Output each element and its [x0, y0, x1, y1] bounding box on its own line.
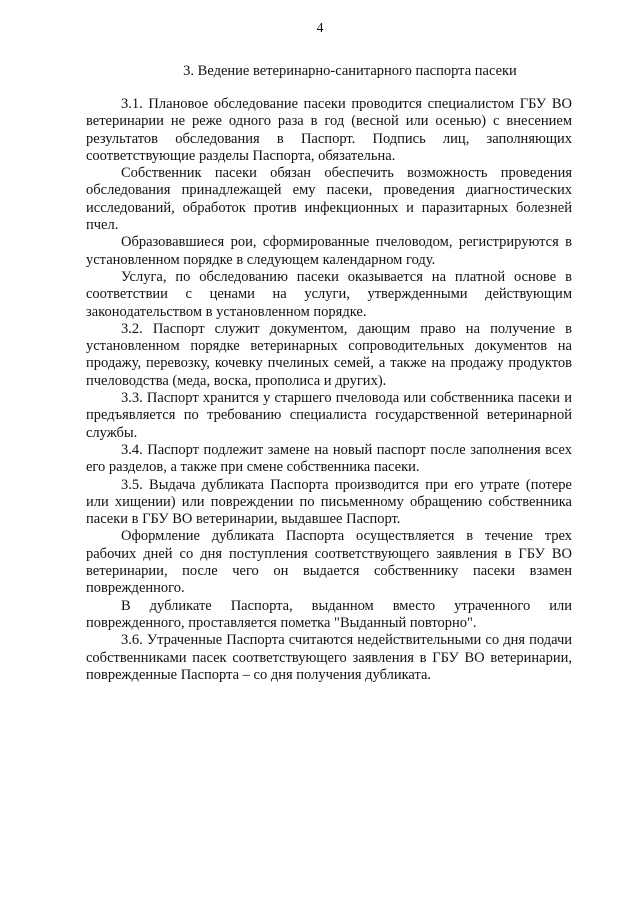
paragraph-duplicate-mark: В дубликате Паспорта, выданном вместо утраченного или поврежденного, проставляется пометка "Выданный повторно".: [86, 597, 572, 631]
page-number: 4: [316, 21, 324, 36]
document-body: [86, 96, 572, 684]
section-title: 3. Ведение ветеринарно-санитарного паспорта пасеки: [183, 63, 517, 79]
paragraph-3-6: 3.6. Утраченные Паспорта считаются недействительными со дня подачи собственниками пасек соответствующего заявления в ГБУ ВО ветеринарии, поврежденные Паспорта – со дня получения дубликата.: [86, 632, 572, 683]
paragraph-swarms-registration: Образовавшиеся рои, сформированные пчеловодом, регистрируются в установленном порядке в следующем календарном году.: [86, 234, 572, 268]
paragraph-owner-obligation: Собственник пасеки обязан обеспечить возможность проведения обследования принадлежащей ему пасеки, проведения диагностических исследований, обработок против инфекционных и паразитарных болезней пчел.: [86, 165, 572, 234]
paragraph-3-1: 3.1. Плановое обследование пасеки проводится специалистом ГБУ ВО ветеринарии не реже одного раза в год (весной или осенью) с внесением результатов обследования в Паспорт. Подпись лиц, заполняющих соответствующие разделы Паспорта, обязательна.: [86, 96, 572, 164]
paragraph-duplicate-processing: Оформление дубликата Паспорта осуществляется в течение трех рабочих дней со дня поступления соответствующего заявления в ГБУ ВО ветеринарии, после чего он выдается собственнику пасеки взамен поврежденного.: [86, 528, 572, 597]
paragraph-3-5: 3.5. Выдача дубликата Паспорта производится при его утрате (потере или хищении) или повреждении по письменному обращению собственника пасеки в ГБУ ВО ветеринарии, выдавшее Паспорт.: [86, 476, 572, 528]
paragraph-3-3: 3.3. Паспорт хранится у старшего пчеловода или собственника пасеки и предъявляется по требованию специалиста государственной ветеринарной службы.: [86, 390, 572, 441]
paragraph-paid-service: Услуга, по обследованию пасеки оказывается на платной основе в соответствии с ценами на услуги, утвержденными действующим законодательством в установленном порядке.: [86, 268, 572, 320]
paragraph-3-4: 3.4. Паспорт подлежит замене на новый паспорт после заполнения всех его разделов, а также при смене собственника пасеки.: [86, 441, 572, 476]
paragraph-3-2: 3.2. Паспорт служит документом, дающим право на получение в установленном порядке ветеринарных сопроводительных документов на продажу, перевозку, кочевку пчелиных семей, а также на продажу продуктов пчеловодства (меда, воска, прополиса и других).: [86, 320, 572, 389]
